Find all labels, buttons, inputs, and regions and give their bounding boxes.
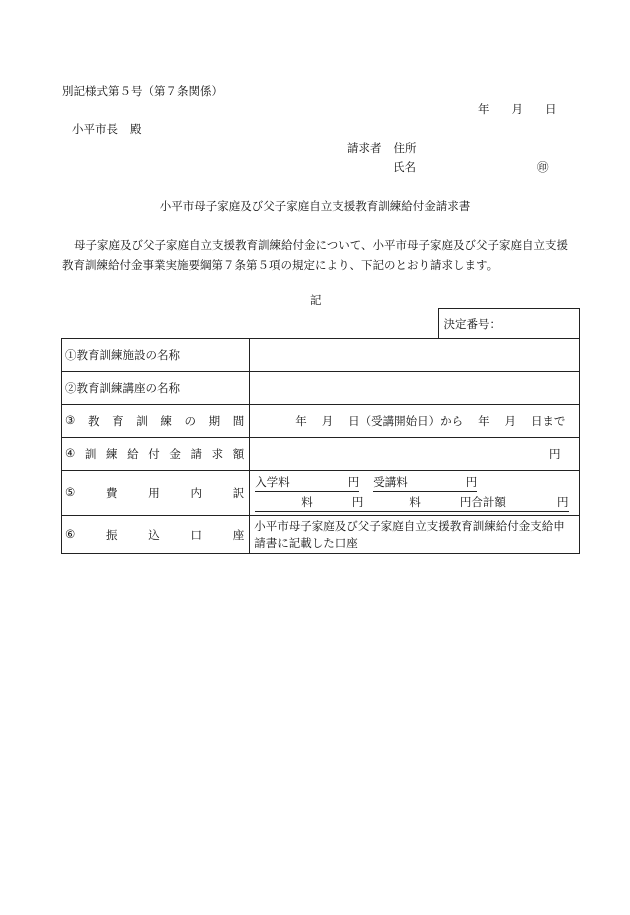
label-char: 訳 [232,486,245,500]
period-month: 月 [321,414,334,428]
amount-label [62,438,250,471]
document-title: 小平市母子家庭及び父子家庭自立支援教育訓練給付金請求書 [159,199,471,213]
claimant-role: 請求者 [347,141,382,155]
period-day-end: 日まで [530,414,566,428]
facility-label: ①教育訓練施設の名称 [62,339,250,372]
other-fee-unit-1: 円 [351,495,364,509]
amount-label-text [65,446,244,462]
expense-field[interactable] [250,471,579,516]
expense-label-text [65,485,244,501]
label-char: 給 [127,447,139,461]
label-char: の [184,414,196,428]
label-char: 用 [148,486,160,500]
label-char: 座 [232,527,245,542]
account-label [62,516,250,554]
other-fee-line-1 [255,494,363,512]
period-year: 年 [295,414,307,428]
course-field[interactable] [250,372,579,405]
admission-fee-line [255,474,359,492]
label-char: 内 [190,486,203,500]
period-field[interactable] [250,405,579,438]
label-char: ⑥ [65,526,76,541]
label-char: 間 [232,414,245,428]
label-char: 練 [160,414,172,428]
form-number: 別記様式第５号（第７条関係） [62,84,223,98]
period-day-start: 日（受講開始日）から [348,414,464,428]
admission-fee-label: 入学料 [255,475,290,489]
amount-unit: 円 [549,447,561,461]
tuition-fee-unit: 円 [465,475,478,489]
decision-number-cell[interactable] [438,309,579,339]
claimant-address [347,143,417,155]
other-fee-label-2: 料 [409,495,421,509]
total-line [471,494,568,512]
tuition-fee-line [373,474,477,492]
label-char: 教 [87,414,100,428]
other-fee-label-1: 料 [301,495,313,509]
expense-label [62,471,250,516]
addressee-honorific: 殿 [130,122,142,136]
period-label [62,405,250,438]
label-char: 費 [106,486,118,500]
label-char: 練 [106,447,118,461]
addressee-title: 小平市長 [72,122,118,136]
body-paragraph: 母子家庭及び父子家庭自立支援教育訓練給付金について、小平市母子家庭及び父子家庭自立支援教育訓練給付金事業実施要綱第７条第５項の規定により、下記のとおり請求します。 [62,238,569,272]
date-year: 年 [478,102,490,116]
address-label: 住所 [393,141,417,155]
facility-field[interactable] [250,339,579,372]
date-month: 月 [511,102,523,116]
label-char: ④ [65,446,76,460]
label-char: 付 [148,447,160,461]
account-field [250,516,579,554]
tuition-fee-label: 受講料 [373,475,408,489]
addressee [72,124,142,136]
label-char: 金 [169,447,181,461]
record-mark: 記 [310,293,322,307]
label-char: ③ [65,413,76,427]
label-char: 口 [190,527,203,542]
label-char: 訓 [84,447,97,461]
amount-field[interactable] [250,438,579,471]
total-unit: 円 [557,495,569,509]
claim-table [61,308,580,554]
period-month2: 月 [504,414,516,428]
label-char: 込 [148,527,160,542]
label-char: 振 [106,527,118,542]
label-char: 額 [232,447,245,461]
label-char: 期 [208,414,221,428]
label-char: ⑤ [65,485,76,499]
other-fee-line-2 [363,494,471,512]
account-label-text [65,527,244,543]
label-char: 請 [190,447,202,461]
course-label: ②教育訓練講座の名称 [62,372,250,405]
total-label: 合計額 [471,495,506,509]
account-text: 小平市母子家庭及び父子家庭自立支援教育訓練給付金支給申請書に記載した口座 [254,518,565,550]
label-char: 訓 [136,414,148,428]
date-line [478,104,557,116]
label-char: 求 [211,447,224,461]
admission-fee-unit: 円 [347,475,360,489]
period-year2: 年 [478,414,490,428]
claimant-name-label: 氏名 [393,160,416,174]
period-label-text [65,413,244,429]
decision-number-label: 決定番号： [443,316,501,331]
other-fee-unit-2: 円 [459,495,472,509]
label-char: 育 [112,414,124,428]
seal-mark: ㊞ [537,160,549,174]
date-day: 日 [545,102,557,116]
